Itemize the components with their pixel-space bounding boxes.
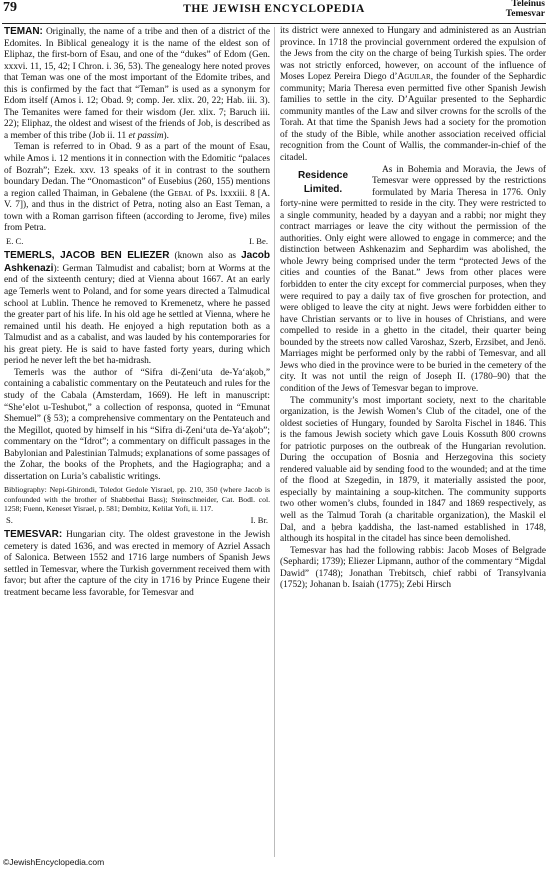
page-number: 79 <box>3 0 17 15</box>
running-title: THE JEWISH ENCYCLOPEDIA <box>183 3 365 15</box>
temerls-known: (known also as <box>174 251 237 262</box>
teman-gebal: Gebal <box>167 188 193 199</box>
left-column <box>4 26 270 599</box>
article-temerls <box>4 250 270 367</box>
header-rule <box>2 23 546 24</box>
footer-copyright: ©JewishEncyclopedia.com <box>3 857 105 867</box>
page-header <box>0 0 548 22</box>
temesvar-cont-text-end: , the founder of the Sephardic community; Maria Theresa even permitted five other Spanish Jewish families to settle in the city. D’Aguilar presented to the Sephardic community mantles of the Law and silver crowns for the scrolls of the Torah. At that time the Spanish Jews had a society for the promotion of the study of the Bible, while another association received official recognition from the Count of Wallis, the commander-in-chief of the citadel. <box>280 72 546 164</box>
teman-paragraph-2 <box>4 142 270 234</box>
running-head <box>506 0 545 19</box>
temerls-paragraph-2: Temerls was the author of “Sifra di-Ẓeni‘uta de-Ya‘aḳob,” containing a cabalistic commentary on the Peutateuch and rules for the study of the Cabala (Amsterdam, 1669). He left in manuscript: “She’elot u-Teshubot,” a collection of responsa, quoted in “Emunat Shemuel” (§ 53); a comprehensive commentary on the Pentateuch and the Megillot, quoted by himself in his “Sifra di-Ẓeni‘uta de-Ya‘aḳob”; commentary on the “Idrot”; a commentary on difficult passages in the Babylonian and Palestinian Talmuds; explanations of some passages of the Zohar, the books of the Prophets, and the Hagiographa; and a dissertation on Luria’s cabalistic writings. <box>4 367 270 482</box>
community-paragraph: The community’s most important society, next to the charitable organization, is the Jewish Women’s Club of the citadel, one of the oldest societies of Hungary, founded by Sarolta Fischel in 1846. This is the famous Jewish society which gave Louis Kossuth 800 crowns for patriotic purposes on the outbreak of the Hungarian revolution. During the occupation of Bosnia and Herzegovina this society rendered valuable aid by sending food to the wounded; and at the time of the flood at Szegedin, in 1879, it materially assisted the poor, especially by maintaining a soup-kitchen. The community supports two other women’s clubs, founded in 1847 and 1869 respectively, as well as the Talmud Torah (a charitable organization), the Maskil el Dal, and a ḥebra ḳaddisha, the last-named established in 1748, although its hospital in the citadel has since been demolished. <box>280 395 546 545</box>
column-divider <box>274 27 275 857</box>
temerls-text: ): German Talmudist and cabalist; born at Worms at the end of the sixteenth century; died at Vienna about 1667. At an early age Temerls went to Poland, and for some years directed a Talmudical school at Lublin. Thence he removed to Kremenetz, where he passed the greater part of his life. In his old age he settled at Vienna, where he remained until his death. He enjoyed a high reputation both as a Talmudist and as a cabalist, and was lauded by his contemporaries for his great piety. He is said to have fasted forty years, during which period he never left the bet ha-midrash. <box>4 263 270 367</box>
headword-temerls: TEMERLS, JACOB BEN ELIEZER <box>4 250 170 262</box>
signature-author: I. Br. <box>250 514 268 525</box>
running-head-first-entry: Teleinus <box>511 0 545 9</box>
running-head-last-entry: Temesvar <box>505 8 545 19</box>
temesvar-text: Hungarian city. The oldest gravestone in the Jewish cemetery is dated 1636, and was erected in memory of Azriel Assach of Salonica. Between 1552 and 1716 large numbers of Spanish Jews settled in Temesvar, where the Turkish government received them with favor; but after the capture of the city in 1716 by Prince Eugene their treatment became less favorable, for Temesvar and <box>4 530 271 598</box>
aguilar-name: Aguilar <box>397 72 431 83</box>
signature-teman <box>4 236 270 248</box>
article-temesvar <box>4 529 270 599</box>
rabbis-paragraph: Temesvar has had the following rabbis: Jacob Moses of Belgrade (Sephardi; 1739); Eliezer Lipmann, author of the commentary “Migdal Dawid” (1748); Jonathan Trebitsch, chief rabbi of Transylvania (1752); Johanan b. Isaiah (1775); Zebi Hirsch <box>280 545 546 591</box>
side-heading-line-1: Residence <box>297 169 349 181</box>
signature-initials: E. C. <box>6 235 24 246</box>
teman-text-end: ). <box>163 130 169 141</box>
side-heading-line-2: Limited. <box>303 183 343 195</box>
signature-author: I. Be. <box>249 235 268 246</box>
article-teman <box>4 26 270 142</box>
teman-text: Originally, the name of a tribe and then of a district of the Edomites. In Biblical genealogy it is the name of the eldest son of Eliphaz, the first-born of Esau, and one of the “dukes” of Edom (Gen. xxxvi. 11, 15, 42; I Chron. i. 36, 53). The genealogy here noted proves that Teman was one of the most important of the Edomite tribes, and this is confirmed by the fact that “Teman” is used as a synonym for Edom itself (Amos i. 12; Obad. 9; comp. Jer. xlix. 20, 22; Hab. iii. 3). The Temanites were famed for their wisdom (Jer. xlix. 7; Baruch iii. 22); Eliphaz, the oldest and wisest of the friends of Job, is described as a member of this tribe (Job ii. 11 <box>4 27 270 141</box>
headword-temesvar: TEMESVAR: <box>4 529 63 541</box>
residence-paragraph: As in Bohemia and Moravia, the Jews of Temesvar were oppressed by the restrictions formulated by Maria Theresa in 1776. Only forty-nine were permitted to reside in the city. They were restricted to a single community, headed by a dayyan and a rabbi; nor might they contract marriages or leave the city without the permission of the authorities. Only eight were allowed to engage in commerce; and the distinction between Ashkenazim and Sephardim was abolished, the whole Jewry being comprised under the term “protected Jews of the cities and counties of the Banat.” Jews from other places were forbidden to enter the city except for commercial purposes, when they were required to pay a daily tax of five groschen for protection, and were obliged to leave the city at night. Jews were forbidden either to have Christian servants or to live in houses of Christians, and were compelled to reside in a ghetto in the citadel, their quarter being bounded by the streets now called Varoshaz, Szerb, Erzsibet, and Jenö. Marriages might be performed only by the rabbi of Temesvar, and all Jews who died in the province were to be buried in the cemetery of the city. It was not until the reign of Joseph II. (1780–90) that the condition of the Jews of Temesvar began to improve. <box>280 164 546 394</box>
signature-initials: S. <box>6 514 13 525</box>
temesvar-cont-text: its district were annexed to Hungary and administered as an Austrian province. In 1718 the provincial government ordered the expulsion of the Jews from the city on the charge of being Turkish spies. The order was not strictly enforced, however, on account of the influence of Moses Lopez Pereira Diego d’ <box>280 26 546 83</box>
bibliography: Bibliography: Nepi-Ghirondi, Toledot Gedole Yisrael, pp. 210, 350 (where Jacob is confounded with the brother of Shabbethai Bass); Steinschneider, Cat. Bodl. col. 1258; Fuenn, Keneset Yisrael, p. 581; Dembitz, Kelilat Yofi, ii. 117. <box>4 485 270 514</box>
teman-p2-text: Teman is referred to in Obad. 9 as a part of the mount of Esau, while Amos i. 12 mentions it in connection with the Edomitic “palaces of Bozrah”; Ezek. xxv. 13 speaks of it in contrast to the southern boundary Dedan. The “Onomasticon” of Eusebius (260, 155) mentions a region called Thaiman, in Gebalene (the <box>4 142 270 199</box>
teman-italic: et passim <box>128 130 164 141</box>
temerls-alias: Jacob Ashkenazi <box>4 250 270 274</box>
teman-p2-text-end: of Ps. lxxxiii. 8 [A. V. 7]), and thus in the district of Petra, noting also an East Teman, a town with a Roman garrison fifteen (according to Jerome, five) miles from Petra. <box>4 188 270 234</box>
signature-temerls <box>4 515 270 527</box>
headword-teman: TEMAN: <box>4 26 43 37</box>
side-heading-residence-limited <box>280 169 366 197</box>
right-column <box>280 26 546 592</box>
temesvar-continued <box>280 26 546 165</box>
